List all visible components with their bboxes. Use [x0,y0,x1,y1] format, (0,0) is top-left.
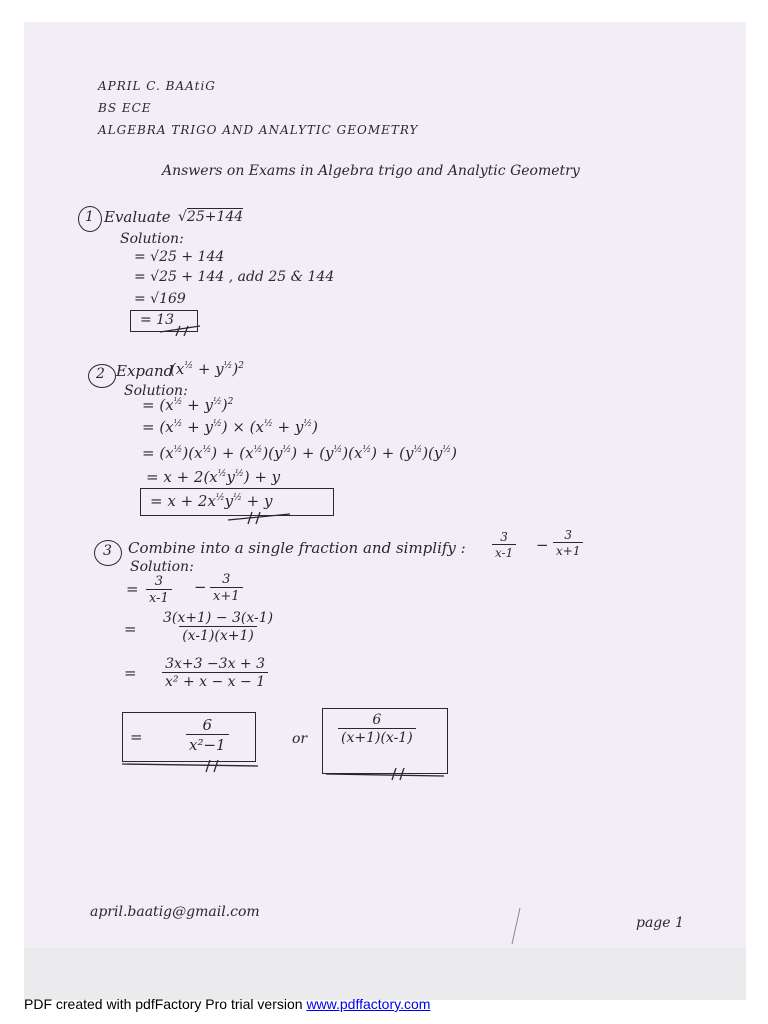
problem-1-answer: = 13 [140,312,174,328]
problem-2-solution-label: Solution: [124,383,188,399]
problem-3-eq-1: = [126,580,139,598]
problem-3-step-2-den: (x-1)(x+1) [179,626,257,644]
problem-3-step-3-den: x² + x − x − 1 [162,672,268,690]
problem-1-step-3: = √169 [134,291,186,307]
problem-1-prompt: Evaluate [104,208,171,226]
problem-3-fraction-a-num: 3 [500,530,508,544]
problem-1-number: 1 [85,209,94,225]
problem-1-radical: √25+144 [178,209,244,225]
problem-3-fraction-b-num: 3 [564,528,573,542]
pdf-footer-text: PDF created with pdfFactory Pro trial version [24,996,307,1012]
problem-3-fraction-a-den: x-1 [492,544,516,560]
page-title: Answers on Exams in Algebra trigo and Analytic Geometry [162,163,580,179]
problem-3-answer-num: 6 [202,716,213,734]
problem-2-step-3: = $(x^{\frac{1}{2}})(x^{\frac{1}{2}}) + (x^{\frac{1}{2}})(y^{\frac{1}{2}}) + (y^{\frac{1}{2}})(x^{\frac{1}{2}}) + (y^{\frac{1}{2}})(y^{\frac{1}{2}})$ [142,444,457,462]
subject: ALGEBRA TRIGO AND ANALYTIC GEOMETRY [98,123,419,137]
problem-3-step-1-a-num: 3 [154,574,164,589]
problem-3-step-3-num: 3x+3 −3x + 3 [165,656,266,672]
problem-1-radicand: 25+144 [186,209,244,225]
problem-2-step-1: = $(x^{\frac{1}{2}} + y^{\frac{1}{2}})^2$ [142,396,234,414]
problem-3-number: 3 [103,543,112,559]
problem-1-solution-label: Solution: [120,231,184,247]
problem-3-alt-answer-den: (x+1)(x-1) [338,728,416,746]
problem-3-solution-label: Solution: [130,559,194,575]
pdffactory-link[interactable]: www.pdffactory.com [306,996,431,1012]
pdf-footer [24,996,430,1012]
problem-3-answer-den: x²−1 [186,734,229,754]
problem-3-step-2-num: 3(x+1) − 3(x-1) [163,610,274,626]
problem-3-or: or [292,731,308,747]
problem-3-step-1-b-den: x+1 [210,587,243,604]
page-number: page 1 [636,915,684,931]
problem-3-alt-answer-num: 6 [372,712,382,728]
problem-1-step-2: = √25 + 144 , add 25 & 144 [134,269,335,285]
problem-3-step-1-a-den: x-1 [146,589,172,606]
problem-3-step-1-minus: − [194,578,207,596]
problem-3-minus: − [536,536,549,554]
problem-3-alt-check-mark [326,768,444,780]
problem-2-answer: = $x + 2x^{\frac{1}{2}}y^{\frac{1}{2}} + y$ [150,492,273,510]
scan-crease [512,908,520,944]
problem-3-step-1-b-num: 3 [222,572,231,587]
problem-1-check-mark [160,326,200,336]
problem-2-step-4: = $x + 2(x^{\frac{1}{2}}y^{\frac{1}{2}}) + y$ [146,468,281,486]
problem-1-step-1: = √25 + 144 [134,249,225,265]
problem-3-fraction-b-den: x+1 [553,542,583,558]
problem-3-answer-eq: = [130,728,143,746]
problem-3-prompt: Combine into a single fraction and simplify : [128,539,466,557]
problem-2-check-mark [228,512,290,524]
problem-3-eq-3: = [124,664,137,682]
problem-2-number: 2 [96,366,105,382]
student-name: APRIL C. BAAtiG [98,79,216,93]
problem-2-prompt: Expand [116,362,174,380]
course: BS ECE [98,101,152,115]
problem-2-step-2: = $(x^{\frac{1}{2}} + y^{\frac{1}{2}}) \times (x^{\frac{1}{2}} + y^{\frac{1}{2}})$ [142,418,318,436]
problem-3-check-mark [122,760,258,772]
email-note: april.baatig@gmail.com [90,904,260,920]
problem-3-eq-2: = [124,620,137,638]
problem-2-expression: $(x^{\frac{1}{2}} + y^{\frac{1}{2}})^2$ [170,360,244,378]
